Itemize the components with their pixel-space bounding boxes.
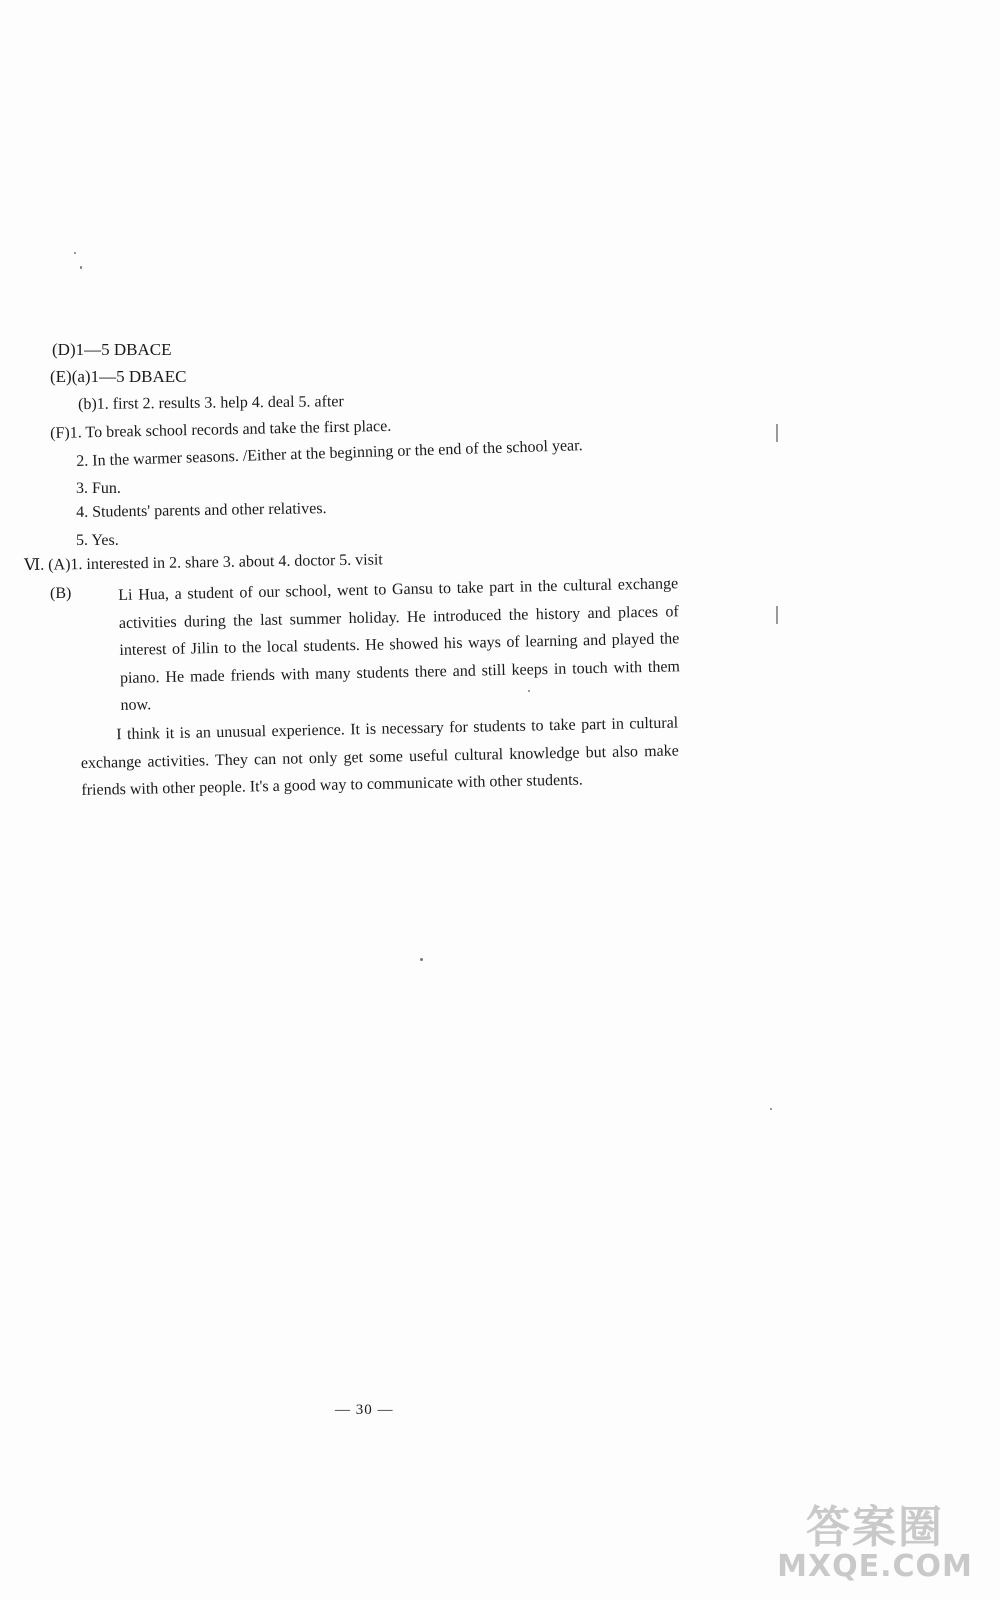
watermark-logo [770, 1504, 980, 1582]
scan-edge-mark [776, 606, 778, 624]
answer-line-f-1: (F)1. To break school records and take the first place. [50, 417, 392, 442]
answer-line-e-a: (E)(a)1—5 DBAEC [50, 367, 187, 386]
answer-line-f-2: 2. In the warmer seasons. /Either at the beginning or the end of the school year. [76, 437, 583, 470]
page-number: — 30 — [335, 1402, 394, 1418]
answer-line-d: (D)1—5 DBACE [52, 340, 172, 359]
scan-speck [528, 690, 530, 692]
scan-edge-mark [776, 424, 778, 442]
answer-line-f-3: 3. Fun. [76, 480, 121, 497]
scan-speck [420, 958, 423, 961]
scan-speck [74, 252, 76, 254]
scan-speck [80, 266, 82, 269]
watermark-en: MXQE.COM [777, 1549, 973, 1584]
answer-line-e-b: (b)1. first 2. results 3. help 4. deal 5. after [78, 393, 344, 413]
scan-speck [770, 1108, 772, 1110]
essay-paragraph-1 [118, 570, 681, 719]
watermark-cn: 答案圈 [806, 1502, 944, 1553]
answer-line-vi-a: Ⅵ. (A)1. interested in 2. share 3. about 4. doctor 5. visit [24, 551, 383, 574]
answer-label-vi-b: (B) [50, 585, 72, 602]
essay-paragraph-2 [80, 709, 680, 804]
answer-line-f-5: 5. Yes. [76, 532, 119, 549]
answer-line-f-4: 4. Students' parents and other relatives. [76, 500, 327, 521]
essay-paragraph-1-text: Li Hua, a student of our school, went to Gansu to take part in the cultural exchange activities during the last summer holiday. He introduced the history and places of interest of Jilin to the local students. He showed his ways of learning and played the piano. He made friends with many students there and still keeps in touch with them now. [118, 575, 681, 714]
essay-paragraph-2-text: I think it is an unusual experience. It is necessary for students to take part in cultural exchange activities. They can not only get some useful cultural knowledge but also make friends with other people. It's a good way to communicate with other students. [80, 714, 679, 799]
